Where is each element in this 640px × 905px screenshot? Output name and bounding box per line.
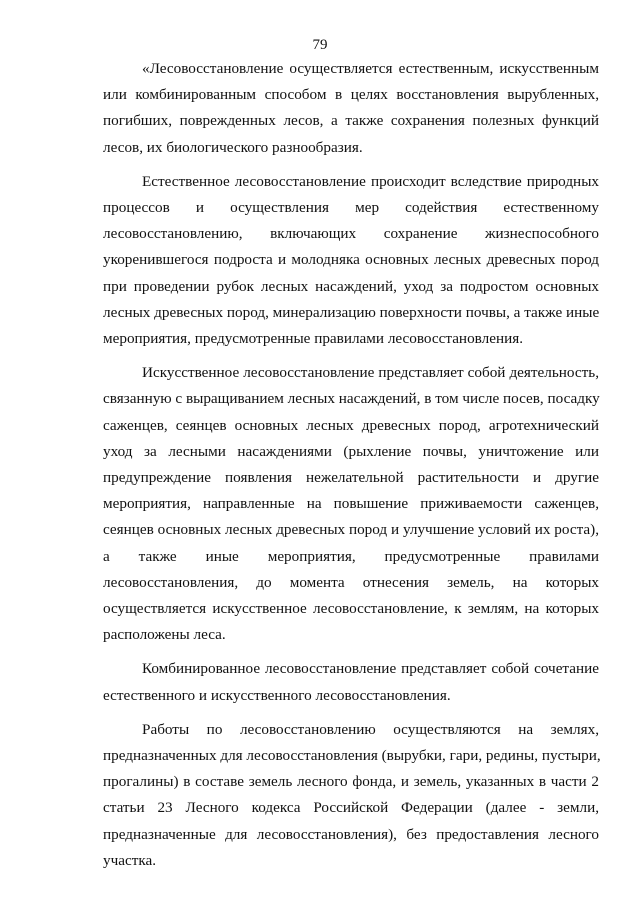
text-line: расположены леса. [103,626,226,644]
text-line: укоренившегося подроста и молодняка основных лесных древесных пород [103,251,599,269]
text-line: «Лесовосстановление осуществляется естественным, искусственным [142,60,599,77]
text-line: предупреждение появления нежелательной растительности и другие [103,469,599,487]
paragraph-2 [103,169,599,352]
text-line: лесовосстановлению, включающих сохранение жизнеспособного [103,225,599,243]
text-line: лесов, их биологического разнообразия. [103,138,363,156]
text-line: сеянцев основных лесных древесных пород и улучшение условий их роста), [103,521,599,539]
paragraph-1 [103,56,599,161]
text-line: саженцев, сеянцев основных лесных древесных пород, агротехнический [103,416,599,434]
page-number: 79 [312,37,328,53]
text-line: осуществляется искусственное лесовосстановление, к землям, на которых [103,600,599,618]
text-line: прогалины) в составе земель лесного фонда, и земель, указанных в части 2 [103,773,599,791]
text-line: лесовосстановления, до момента отнесения земель, на которых [103,573,599,591]
text-line: Естественное лесовосстановление происходит вследствие природных [142,172,599,190]
text-line: предназначенные для лесовосстановления), без предоставления лесного [103,825,599,843]
text-line: процессов и осуществления мер содействия естественному [103,199,599,217]
paragraph-4 [103,656,599,708]
paragraph-5 [103,717,599,874]
text-line: мероприятия, предусмотренные правилами лесовосстановления. [103,330,523,348]
text-line: лесных древесных пород, минерализацию поверхности почвы, а также иные [103,303,600,321]
text-line: или комбинированным способом в целях восстановления вырубленных, [103,86,599,104]
paragraph-3 [103,360,599,648]
text-line: мероприятия, направленные на повышение приживаемости саженцев, [103,495,599,513]
text-line: погибших, поврежденных лесов, а также сохранения полезных функций [103,112,599,130]
text-line: участка. [103,851,157,869]
text-line: а также иные мероприятия, предусмотренные правилами [103,547,599,565]
document-body [103,56,599,882]
text-line: статьи 23 Лесного кодекса Российской Федерации (далее - земли, [103,799,599,817]
text-line: Искусственное лесовосстановление представляет собой деятельность, [142,364,599,382]
text-line: Комбинированное лесовосстановление представляет собой сочетание [142,660,599,678]
text-line: уход за лесными насаждениями (рыхление почвы, уничтожение или [103,442,599,460]
text-line: предназначенных для лесовосстановления (вырубки, гари, редины, пустыри, [103,747,601,765]
text-line: Работы по лесовосстановлению осуществляются на землях, [142,720,599,738]
text-line: естественного и искусственного лесовосстановления. [103,686,451,704]
text-line: связанную с выращиванием лесных насаждений, в том числе посев, посадку [103,390,600,408]
text-line: при проведении рубок лесных насаждений, уход за подростом основных [103,277,599,295]
